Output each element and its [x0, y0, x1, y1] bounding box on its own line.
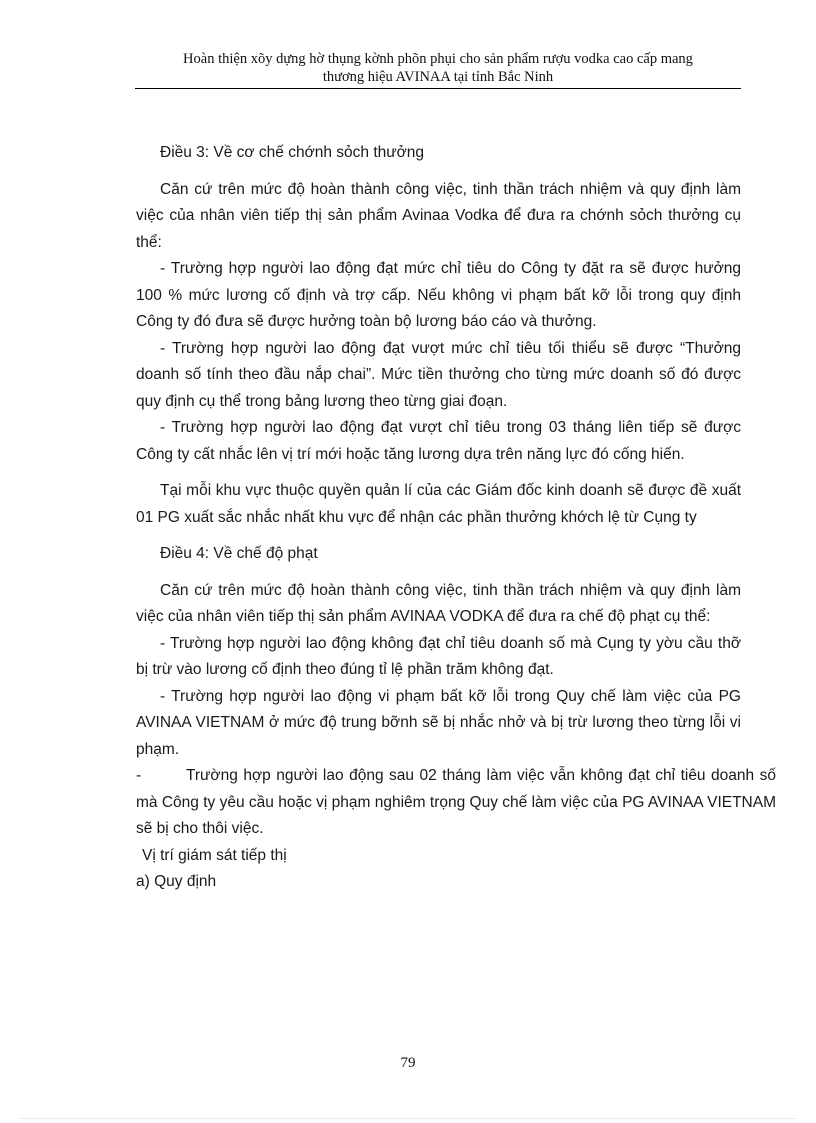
- page-number: 79: [400, 1055, 416, 1071]
- section4-bullet-3-text: Trường hợp người lao động sau 02 tháng làm việc vẫn không đạt chỉ tiêu doanh số mà Công ty yêu cầu hoặc vị phạm nghiêm trọng Quy chế làm việc của PG AVINAA VIETNAM sẽ bị cho thôi việc.: [136, 767, 776, 837]
- section3-closing: Tại mỗi khu vực thuộc quyền quản lí của các Giám đốc kinh doanh sẽ được đề xuất 01 PG xuất sắc nhắc nhất khu vực để nhận các phần thưởng khớch lệ từ Cụng ty: [136, 482, 741, 526]
- section3-bullet-3: - Trường hợp người lao động đạt vượt chỉ tiêu trong 03 tháng liên tiếp sẽ được Công ty cất nhắc lên vị trí mới hoặc tăng lương dựa trên năng lực đó cống hiến.: [136, 419, 741, 463]
- section4-bullet-3: [136, 763, 776, 843]
- section4-heading: Điều 4: Về chế độ phạt: [160, 545, 318, 562]
- section3-bullet-1: - Trường hợp người lao động đạt mức chỉ tiêu do Công ty đặt ra sẽ được hưởng 100 % mức lương cố định và trợ cấp. Nếu không vi phạm bất kỡ lỗi trong quy định Công ty đó đưa sẽ được hưởng toàn bộ lương báo cáo và thưởng.: [136, 260, 741, 330]
- header-divider: [135, 88, 741, 89]
- section4-bullet-2: - Trường hợp người lao động vi phạm bất kỡ lỗi trong Quy chế làm việc của PG AVINAA VIETNAM ở mức độ trung bỡnh sẽ bị nhắc nhở và bị trừ lương theo từng lỗi vi phạm.: [136, 687, 741, 758]
- section5-sub: a) Quy định: [136, 873, 217, 890]
- section4-intro: Căn cứ trên mức độ hoàn thành công việc, tinh thần trách nhiệm và quy định làm việc của nhân viên tiếp thị sản phẩm AVINAA VODKA để đưa ra chế độ phạt cụ thể:: [136, 581, 741, 625]
- header-line-1: Hoàn thiện xõy dựng hờ thụng kờnh phõn phụi cho sản phẩm rượu vodka cao cấp mang: [183, 51, 693, 67]
- running-header: [135, 50, 741, 86]
- page-edge-divider: [20, 1118, 796, 1119]
- document-body: [136, 140, 776, 896]
- section4-bullet-1: - Trường hợp người lao động không đạt chỉ tiêu doanh số mà Cụng ty yờu cầu thỡ bị trừ vào lương cố định theo đúng tỉ lệ phần trăm không đạt.: [136, 634, 741, 678]
- section5-heading: Vị trí giám sát tiếp thị: [142, 846, 287, 864]
- section3-bullet-2: - Trường hợp người lao động đạt vượt mức chỉ tiêu tối thiểu sẽ được “Thưởng doanh số tính theo đầu nắp chai”. Mức tiền thưởng cho từng mức doanh số đó được quy định cụ thể trong bảng lương theo từng giai đoạn.: [136, 339, 741, 410]
- section3-heading: Điều 3: Về cơ chế chớnh sỏch thưởng: [160, 144, 425, 161]
- bullet-dash: -: [136, 767, 142, 784]
- header-line-2: thương hiệu AVINAA tại tỉnh Bắc Ninh: [322, 69, 554, 85]
- section3-intro: Căn cứ trên mức độ hoàn thành công việc, tinh thần trách nhiệm và quy định làm việc của nhân viên tiếp thị sản phẩm Avinaa Vodka để đưa ra chớnh sỏch thưởng cụ thể:: [136, 180, 741, 251]
